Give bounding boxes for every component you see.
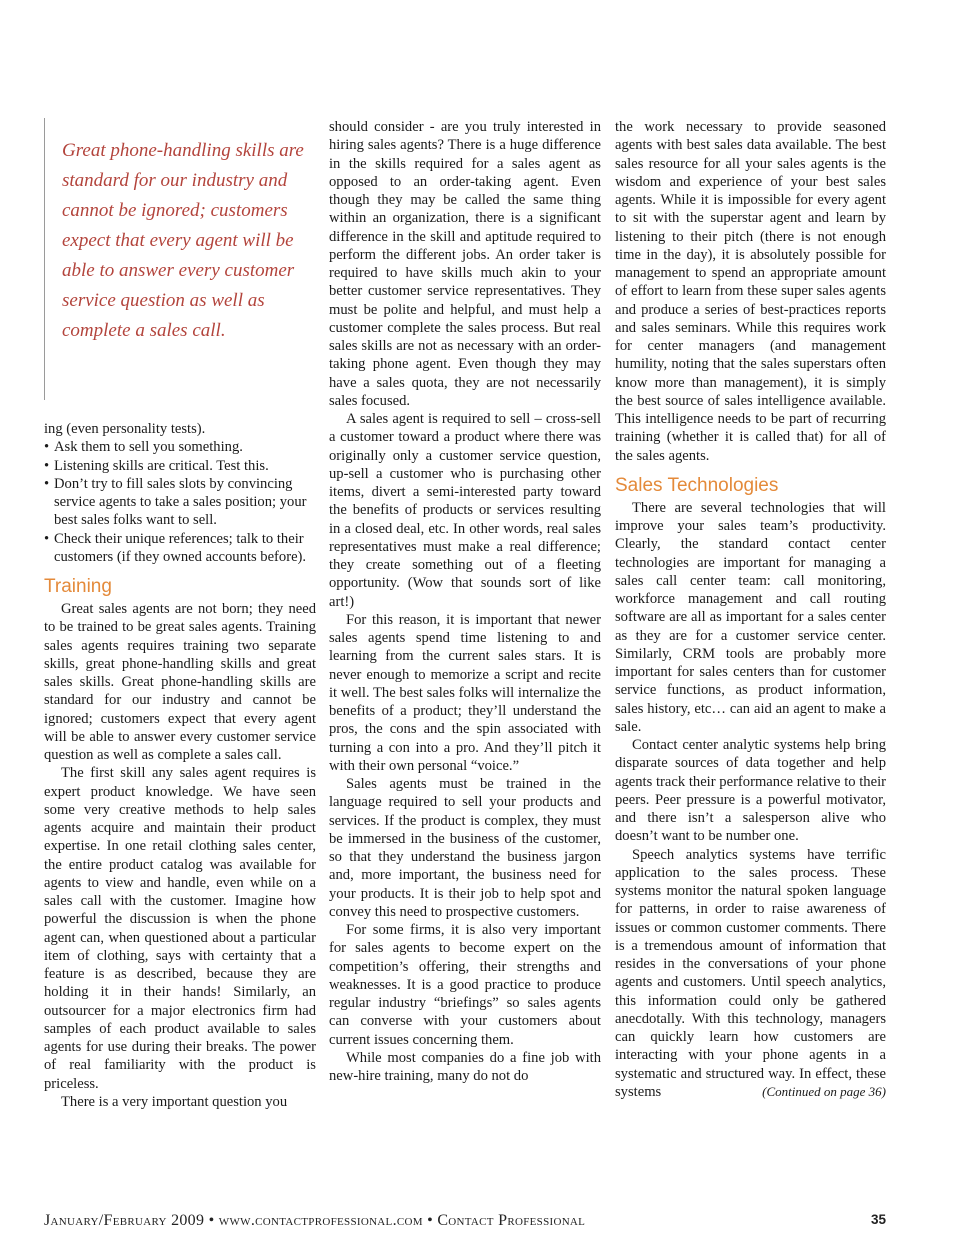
paragraph: Contact center analytic systems help bring disparate sources of data together and help agents track their performance relative to their peers. Peer pressure is a powerful motivator, and there isn’t a salesperson alive who doesn’t want to be number one. — [615, 737, 886, 845]
paragraph: Great sales agents are not born; they need to be trained to be great sales agents. Training sales agents requires training two separate skills, great phone-handling skills and great sales skills. Great phone-handling skills are standard for our industry and cannot be ignored; customers expect that every agent will be able to answer every customer service question as well as complete a sales call. — [44, 601, 316, 763]
paragraph: While most companies do a fine job with new-hire training, many do not do — [329, 1049, 601, 1084]
column-3 — [615, 118, 886, 1101]
paragraph — [615, 846, 886, 1102]
paragraph: Sales agents must be trained in the language required to sell your products and services. If the product is complex, they must be immersed in the business of the customer, so that they understand the business jargon and, more important, the business need for your products. It is their job to help spot and convey this need to prospective customers. — [329, 776, 601, 920]
paragraph: should consider - are you truly interested in hiring sales agents? There is a huge difference in the skills required for a sales agent as opposed to an order-taking agent. Even though they may be called the same thing within an organization, there is a significant difference in the skill and aptitude required to perform the different jobs. An order taker is required to have skills much akin to your better customer service representatives. They must be polite and helpful, and must help a customer complete the sales process. But real sales skills are not as necessary with an order-taking phone agent. Even though they may have a sales quota, they are not necessarily sales focused. — [329, 119, 601, 409]
column-3-lead: the work necessary to provide seasoned agents with best sales data available. The best sales resource for all your sales agents is the wisdom and experience of your best sales agents. While it is impossible for every agent to sit with the superstar agent and learn by listening to their pitch (there is not enough time in the day), it is absolutely possible for management to spend an appropriate amount of effort to learn from these super sales agents and produce a series of best-practices reports and sales seminars. While this requires work for center managers (and management humility, noting that the sales superstars often know more than management), it is simply the best source of sales intelligence available. This intelligence needs to be part of recurring training (whether it is called that) for all of the sales agents. — [615, 119, 886, 464]
heading-training: Training — [44, 576, 112, 597]
paragraph: There is a very important question you — [61, 1093, 288, 1110]
page-number: 35 — [870, 1212, 886, 1227]
pull-quote-text: Great phone-handling skills are standard for our industry and cannot be ignored; customers expect that every agent will be able to answer every customer service question as well as complete a sales call. — [62, 140, 304, 341]
column-2 — [329, 118, 601, 1085]
bullet-item: • Listening skills are critical. Test this. — [44, 457, 316, 475]
paragraph: For this reason, it is important that newer sales agents spend time listening to and learning from the current sales stars. It is never enough to memorize a script and recite it well. The best sales folks will internalize the benefits of a product; they’ll understand the pros, the cons and the spin associated with turning a con into a pro. And they’ll pitch it with their own personal “voice.” — [329, 611, 601, 774]
bullet-item: • Don’t try to fill sales slots by convincing service agents to take a sales position; your best sales folks want to sell. — [44, 475, 316, 530]
paragraph: For some firms, it is also very important for sales agents to become expert on the competition’s offering, their strengths and weaknesses. It is a good practice to produce regular industry “briefings” so sales agents can converse with your customers about current issues concerning them. — [329, 922, 601, 1048]
bullet-item: • Check their unique references; talk to their customers (if they owned accounts before). — [44, 530, 316, 567]
heading-sales-technologies: Sales Technologies — [615, 474, 779, 496]
paragraph-text: Speech analytics systems have terrific application to the sales process. These systems monitor the natural spoken language for patterns, in order to raise awareness of issues or common customer comments. There is a tremendous amount of information that resides in the conversations of your phone agents and customers. Until speech analytics, this information could only be gathered anecdotally. With this technology, managers can quickly learn how customers are interacting with your phone agents in a systematic and structured way. In effect, these systems — [615, 846, 886, 1100]
page-footer: January/February 2009 • www.contactprofessional.com • Contact Professional — [44, 1212, 586, 1229]
paragraph: A sales agent is required to sell – cross-sell a customer toward a product where there was originally only a customer service question, up-sell a customer who is purchasing other items, divert a semi-interested party toward the benefits of products or services resulting in a closed deal, etc. In other words, real sales representatives must make a real difference; they create something out of a fleeting opportunity. (Wow that sounds sort of like art!) — [329, 411, 601, 610]
continued-note: (Continued on page 36) — [762, 1083, 886, 1099]
column-1-lead: ing (even personality tests). — [44, 421, 206, 437]
paragraph: The first skill any sales agent requires is expert product knowledge. We have seen some very creative methods to help sales agents acquire and maintain their product expertise. In one retail clothing sales center, the entire product catalog was available for agents to view and handle, even while on a sales call with the customer. Imagine how powerful the discussion is when the phone agent can, when questioned about a particular item of clothing, says with certainty that a feature is as described, because they are holding it in their hands! Similarly, an outsourcer for a major electronics firm had samples of each product available to sales agents for use during their breaks. The power of real familiarity with the product is priceless. — [44, 765, 316, 1092]
pull-quote — [44, 118, 316, 400]
paragraph: There are several technologies that will improve your sales team’s productivity. Clearly, the standard contact center technologies are important for managing a sales call center team: call monitoring, workforce management and call routing software are all as important for a sales center as they are for a customer service center. Similarly, CRM tools are probably more important for sales centers than for customer service functions, as product information, sales history, etc… can aid an agent to make a sale. — [615, 499, 886, 735]
bullet-list — [44, 438, 316, 566]
column-1 — [44, 118, 316, 1111]
bullet-item: • Ask them to sell you something. — [44, 438, 316, 456]
